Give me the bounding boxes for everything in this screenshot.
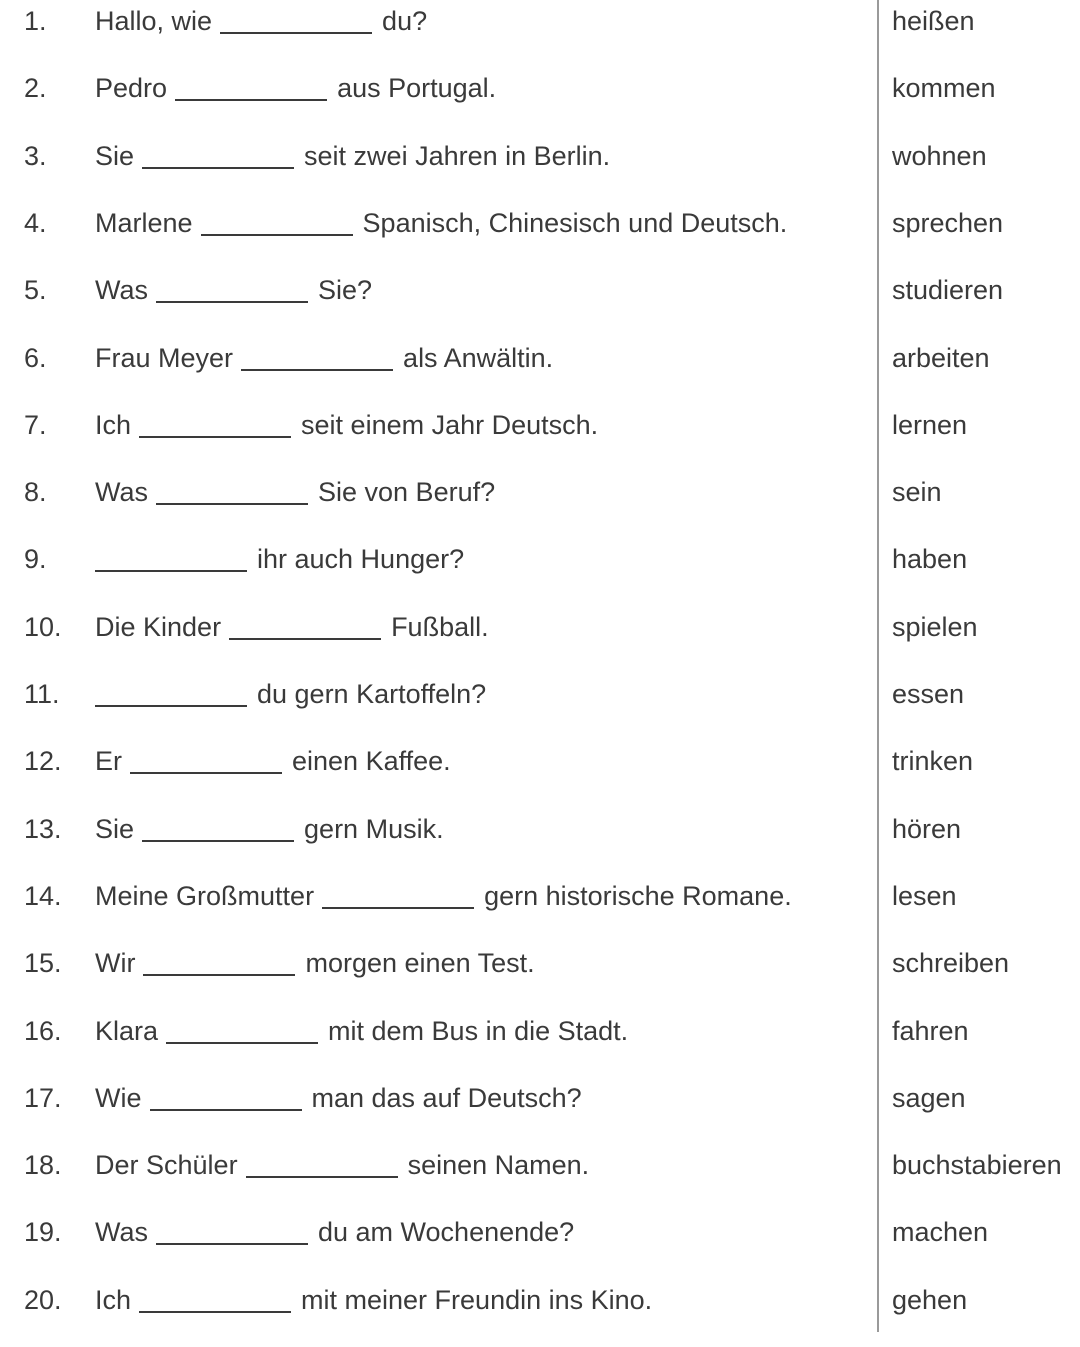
sentence (95, 63, 496, 113)
item-number: 5. (24, 275, 47, 306)
answer-blank[interactable] (156, 300, 308, 303)
exercise-row (0, 534, 1080, 584)
exercise-row (0, 871, 1080, 921)
verb-infinitive: spielen (892, 611, 978, 642)
sentence-start: Wir (95, 948, 136, 979)
sentence (95, 1006, 628, 1056)
answer-blank[interactable] (156, 502, 308, 505)
sentence-start: Hallo, wie (95, 6, 213, 36)
sentence-end: Sie von Beruf? (318, 477, 496, 508)
item-number: 9. (24, 544, 47, 575)
verb-infinitive: arbeiten (892, 342, 990, 373)
sentence (95, 400, 598, 450)
sentence (95, 804, 444, 854)
exercise-row (0, 1073, 1080, 1123)
item-number: 13. (24, 813, 62, 844)
sentence-start: Ich (95, 409, 132, 440)
verb-infinitive: studieren (892, 275, 1004, 306)
exercise-row (0, 0, 1080, 46)
sentence-end: einen Kaffee. (292, 746, 451, 777)
answer-blank[interactable] (229, 637, 381, 640)
exercise-row (0, 131, 1080, 181)
sentence (95, 1275, 652, 1325)
item-number: 6. (24, 342, 47, 373)
exercise-row (0, 736, 1080, 786)
sentence-start: Marlene (95, 207, 193, 238)
item-number: 20. (24, 1284, 62, 1315)
sentence (95, 669, 486, 719)
answer-blank[interactable] (322, 906, 474, 909)
item-number: 14. (24, 880, 62, 911)
sentence-end: du gern Kartoffeln? (257, 679, 487, 709)
exercise-row (0, 669, 1080, 719)
sentence-start: Sie (95, 140, 135, 171)
sentence-start: Frau Meyer (95, 342, 234, 373)
verb-infinitive: haben (892, 544, 968, 575)
exercise-row (0, 1140, 1080, 1190)
exercise-row (0, 1207, 1080, 1257)
item-number: 10. (24, 611, 62, 642)
verb-infinitive: lernen (892, 409, 968, 440)
sentence-end: aus Portugal. (337, 73, 497, 104)
sentence-start: Die Kinder (95, 611, 222, 642)
sentence-end: Fußball. (391, 611, 489, 642)
sentence-start: Er (95, 746, 122, 777)
exercise-row (0, 1275, 1080, 1325)
sentence (95, 736, 451, 786)
sentence (95, 131, 610, 181)
sentence-start: Klara (95, 1015, 159, 1046)
exercise-row (0, 198, 1080, 248)
verb-infinitive: wohnen (892, 140, 987, 171)
exercise-row (0, 1006, 1080, 1056)
exercise-row (0, 400, 1080, 450)
sentence-end: mit meiner Freundin ins Kino. (301, 1284, 653, 1315)
verb-infinitive: sagen (892, 1082, 966, 1113)
sentence-end: ihr auch Hunger? (257, 544, 465, 575)
verb-infinitive: sprechen (892, 207, 1004, 238)
exercise-row (0, 467, 1080, 517)
exercise-row (0, 804, 1080, 854)
item-number: 16. (24, 1015, 62, 1046)
verb-infinitive: trinken (892, 746, 974, 777)
exercise-row (0, 602, 1080, 652)
answer-blank[interactable] (139, 1310, 291, 1313)
exercise-row (0, 63, 1080, 113)
verb-infinitive: fahren (892, 1015, 969, 1046)
sentence-end: als Anwältin. (403, 342, 554, 373)
answer-blank[interactable] (150, 1108, 302, 1111)
item-number: 3. (24, 140, 47, 171)
sentence (95, 534, 464, 584)
sentence-end: gern Musik. (304, 813, 444, 844)
sentence (95, 265, 372, 315)
sentence-start: Meine Großmutter (95, 880, 315, 911)
answer-blank[interactable] (142, 166, 294, 169)
sentence (95, 1140, 589, 1190)
sentence-start: Was (95, 477, 148, 508)
answer-blank[interactable] (166, 1041, 318, 1044)
sentence-start: Ich (95, 1284, 132, 1315)
answer-blank[interactable] (201, 233, 353, 236)
answer-blank[interactable] (241, 368, 393, 371)
item-number: 1. (24, 6, 47, 36)
item-number: 11. (24, 679, 60, 709)
sentence (95, 333, 553, 383)
item-number: 8. (24, 477, 47, 508)
sentence-end: man das auf Deutsch? (311, 1082, 582, 1113)
item-number: 7. (24, 409, 47, 440)
sentence-end: Sie? (318, 275, 373, 306)
sentence-end: seit zwei Jahren in Berlin. (304, 140, 611, 171)
verb-infinitive: heißen (892, 6, 975, 36)
verb-infinitive: essen (892, 679, 965, 709)
item-number: 19. (24, 1217, 62, 1248)
sentence (95, 467, 495, 517)
sentence-end: seinen Namen. (407, 1150, 590, 1181)
sentence (95, 0, 427, 46)
verb-infinitive: kommen (892, 73, 996, 104)
sentence (95, 198, 787, 248)
sentence (95, 1207, 574, 1257)
item-number: 12. (24, 746, 62, 777)
answer-blank[interactable] (95, 569, 247, 572)
sentence (95, 871, 792, 921)
sentence-end: mit dem Bus in die Stadt. (328, 1015, 629, 1046)
answer-blank[interactable] (156, 1242, 308, 1245)
exercise-row (0, 938, 1080, 988)
answer-blank[interactable] (246, 1175, 398, 1178)
sentence (95, 602, 489, 652)
answer-blank[interactable] (139, 435, 291, 438)
item-number: 4. (24, 207, 47, 238)
answer-blank[interactable] (142, 839, 294, 842)
sentence-start: Was (95, 275, 148, 306)
verb-infinitive: schreiben (892, 948, 1010, 979)
answer-blank[interactable] (95, 704, 247, 707)
verb-infinitive: hören (892, 813, 962, 844)
sentence (95, 1073, 582, 1123)
sentence-start: Der Schüler (95, 1150, 238, 1181)
sentence-end: Spanisch, Chinesisch und Deutsch. (362, 207, 788, 238)
sentence-end: gern historische Romane. (484, 880, 792, 911)
sentence-end: seit einem Jahr Deutsch. (301, 409, 599, 440)
verb-infinitive: sein (892, 477, 942, 508)
item-number: 17. (24, 1082, 62, 1113)
sentence (95, 938, 535, 988)
verb-infinitive: machen (892, 1217, 989, 1248)
sentence-start: Pedro (95, 73, 168, 104)
item-number: 2. (24, 73, 47, 104)
answer-blank[interactable] (220, 31, 372, 34)
exercise-row (0, 265, 1080, 315)
sentence-start: Was (95, 1217, 148, 1248)
answer-blank[interactable] (130, 771, 282, 774)
sentence-end: du am Wochenende? (318, 1217, 575, 1248)
answer-blank[interactable] (175, 98, 327, 101)
item-number: 18. (24, 1150, 62, 1181)
verb-infinitive: buchstabieren (892, 1150, 1062, 1181)
sentence-end: morgen einen Test. (305, 948, 535, 979)
answer-blank[interactable] (143, 973, 295, 976)
verb-infinitive: lesen (892, 880, 957, 911)
sentence-start: Sie (95, 813, 135, 844)
sentence-end: du? (382, 6, 428, 36)
sentence-start: Wie (95, 1082, 142, 1113)
verb-infinitive: gehen (892, 1284, 968, 1315)
exercise-row (0, 333, 1080, 383)
item-number: 15. (24, 948, 62, 979)
